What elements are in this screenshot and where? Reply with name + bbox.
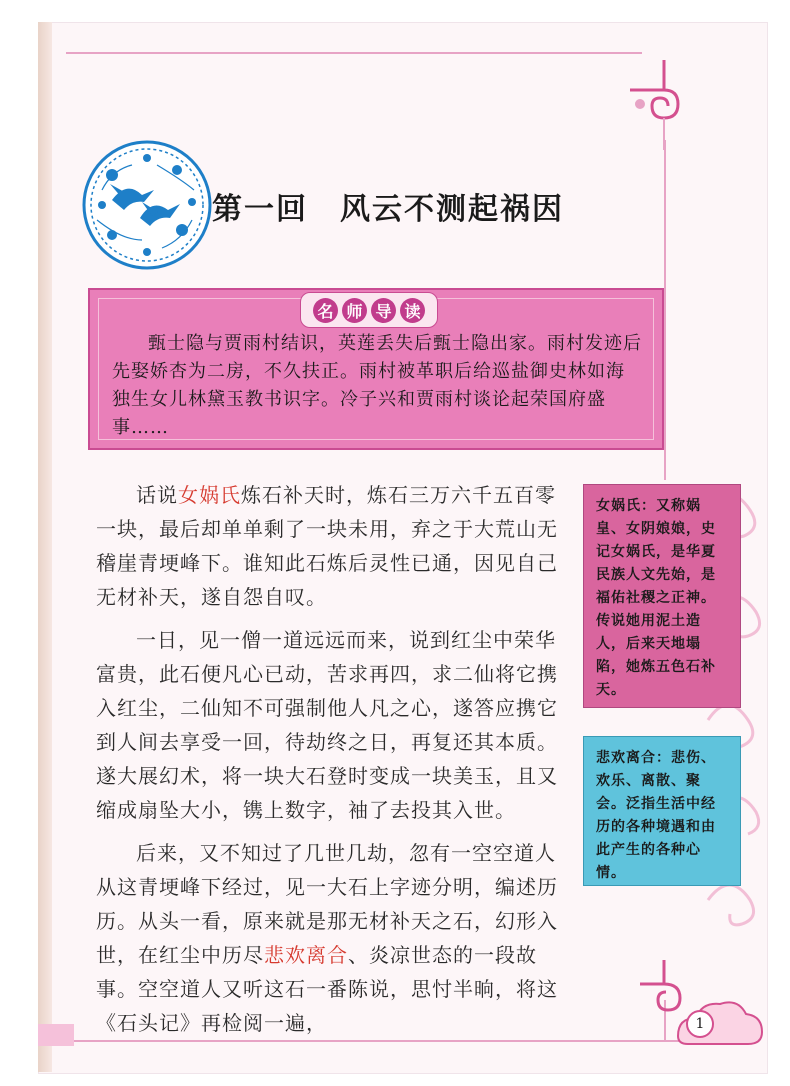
page-number: 1 [686,1010,714,1038]
paragraph-text: 话说 [136,483,178,507]
paragraph-2: 一日，见一僧一道远远而来，说到红尘中荣华富贵，此石便凡心已动，苦求再四，求二仙将它携入红尘，二仙知不可强制他人凡之心，遂答应携它到人间去享受一回，待劫终之日，再复还其本质。遂大展幻术，将一块大石登时变成一块美玉，且又缩成扇坠大小，镌上数字，袖了去投其入世。 [96,628,558,822]
guide-heading-char: 读 [400,298,425,323]
auspicious-cloud-icon [38,1018,78,1058]
annotated-term[interactable]: 女娲氏 [178,483,241,507]
corner-ornament-icon [620,60,680,150]
side-note-beihuanlihe: 悲欢离合：悲伤、欢乐、离散、聚会。泛指生活中经历的各种境遇和由此产生的各种心情。 [583,736,741,886]
paragraph-text: 炼石补天时，炼石三万六千五百零一块，最后却单单剩了一块未用，弃之于大荒山无稽崖青埂峰下。谁知此石炼后灵性已通，因见自己无材补天，遂自怨自叹。 [96,483,558,609]
paragraph-1 [96,478,560,614]
guide-text: 甄士隐与贾雨村结识，英莲丢失后甄士隐出家。雨村发迹后先娶娇杏为二房，不久扶正。雨村被革职后给巡盐御史林如海独生女儿林黛玉教书识字。冷子兴和贾雨村谈论起荣国府盛事…… [112,333,642,438]
annotated-term[interactable]: 悲欢离合 [264,943,348,967]
guide-heading-char: 导 [371,298,396,323]
paragraph-text: 、炎凉世态的一段故事。空空道人又听这石一番陈说，思忖半晌，将这《石头记》再检阅一遍， [96,943,558,1035]
frame-line-top [66,52,642,54]
page-spine [38,22,52,1072]
guide-heading-char: 师 [342,298,367,323]
paragraph-3 [96,836,560,1040]
body-text [96,478,560,1049]
chapter-title: 第一回 风云不测起祸因 [212,192,564,227]
frame-line-right [664,140,666,480]
paragraph-text: 后来，又不知过了几世几劫，忽有一空空道人从这青埂峰下经过，见一大石上字迹分明，编述历历。从头一看，原来就是那无材补天之石，幻形入世，在红尘中历尽 [96,841,558,967]
swallows-papercut-icon [82,140,212,270]
guide-heading [300,292,438,328]
side-note-nuwa: 女娲氏：又称娲皇、女阴娘娘，史记女娲氏，是华夏民族人文先始，是福佑社稷之正神。传说她用泥土造人，后来天地塌陷，她炼五色石补天。 [583,484,741,708]
guide-heading-char: 名 [313,298,338,323]
